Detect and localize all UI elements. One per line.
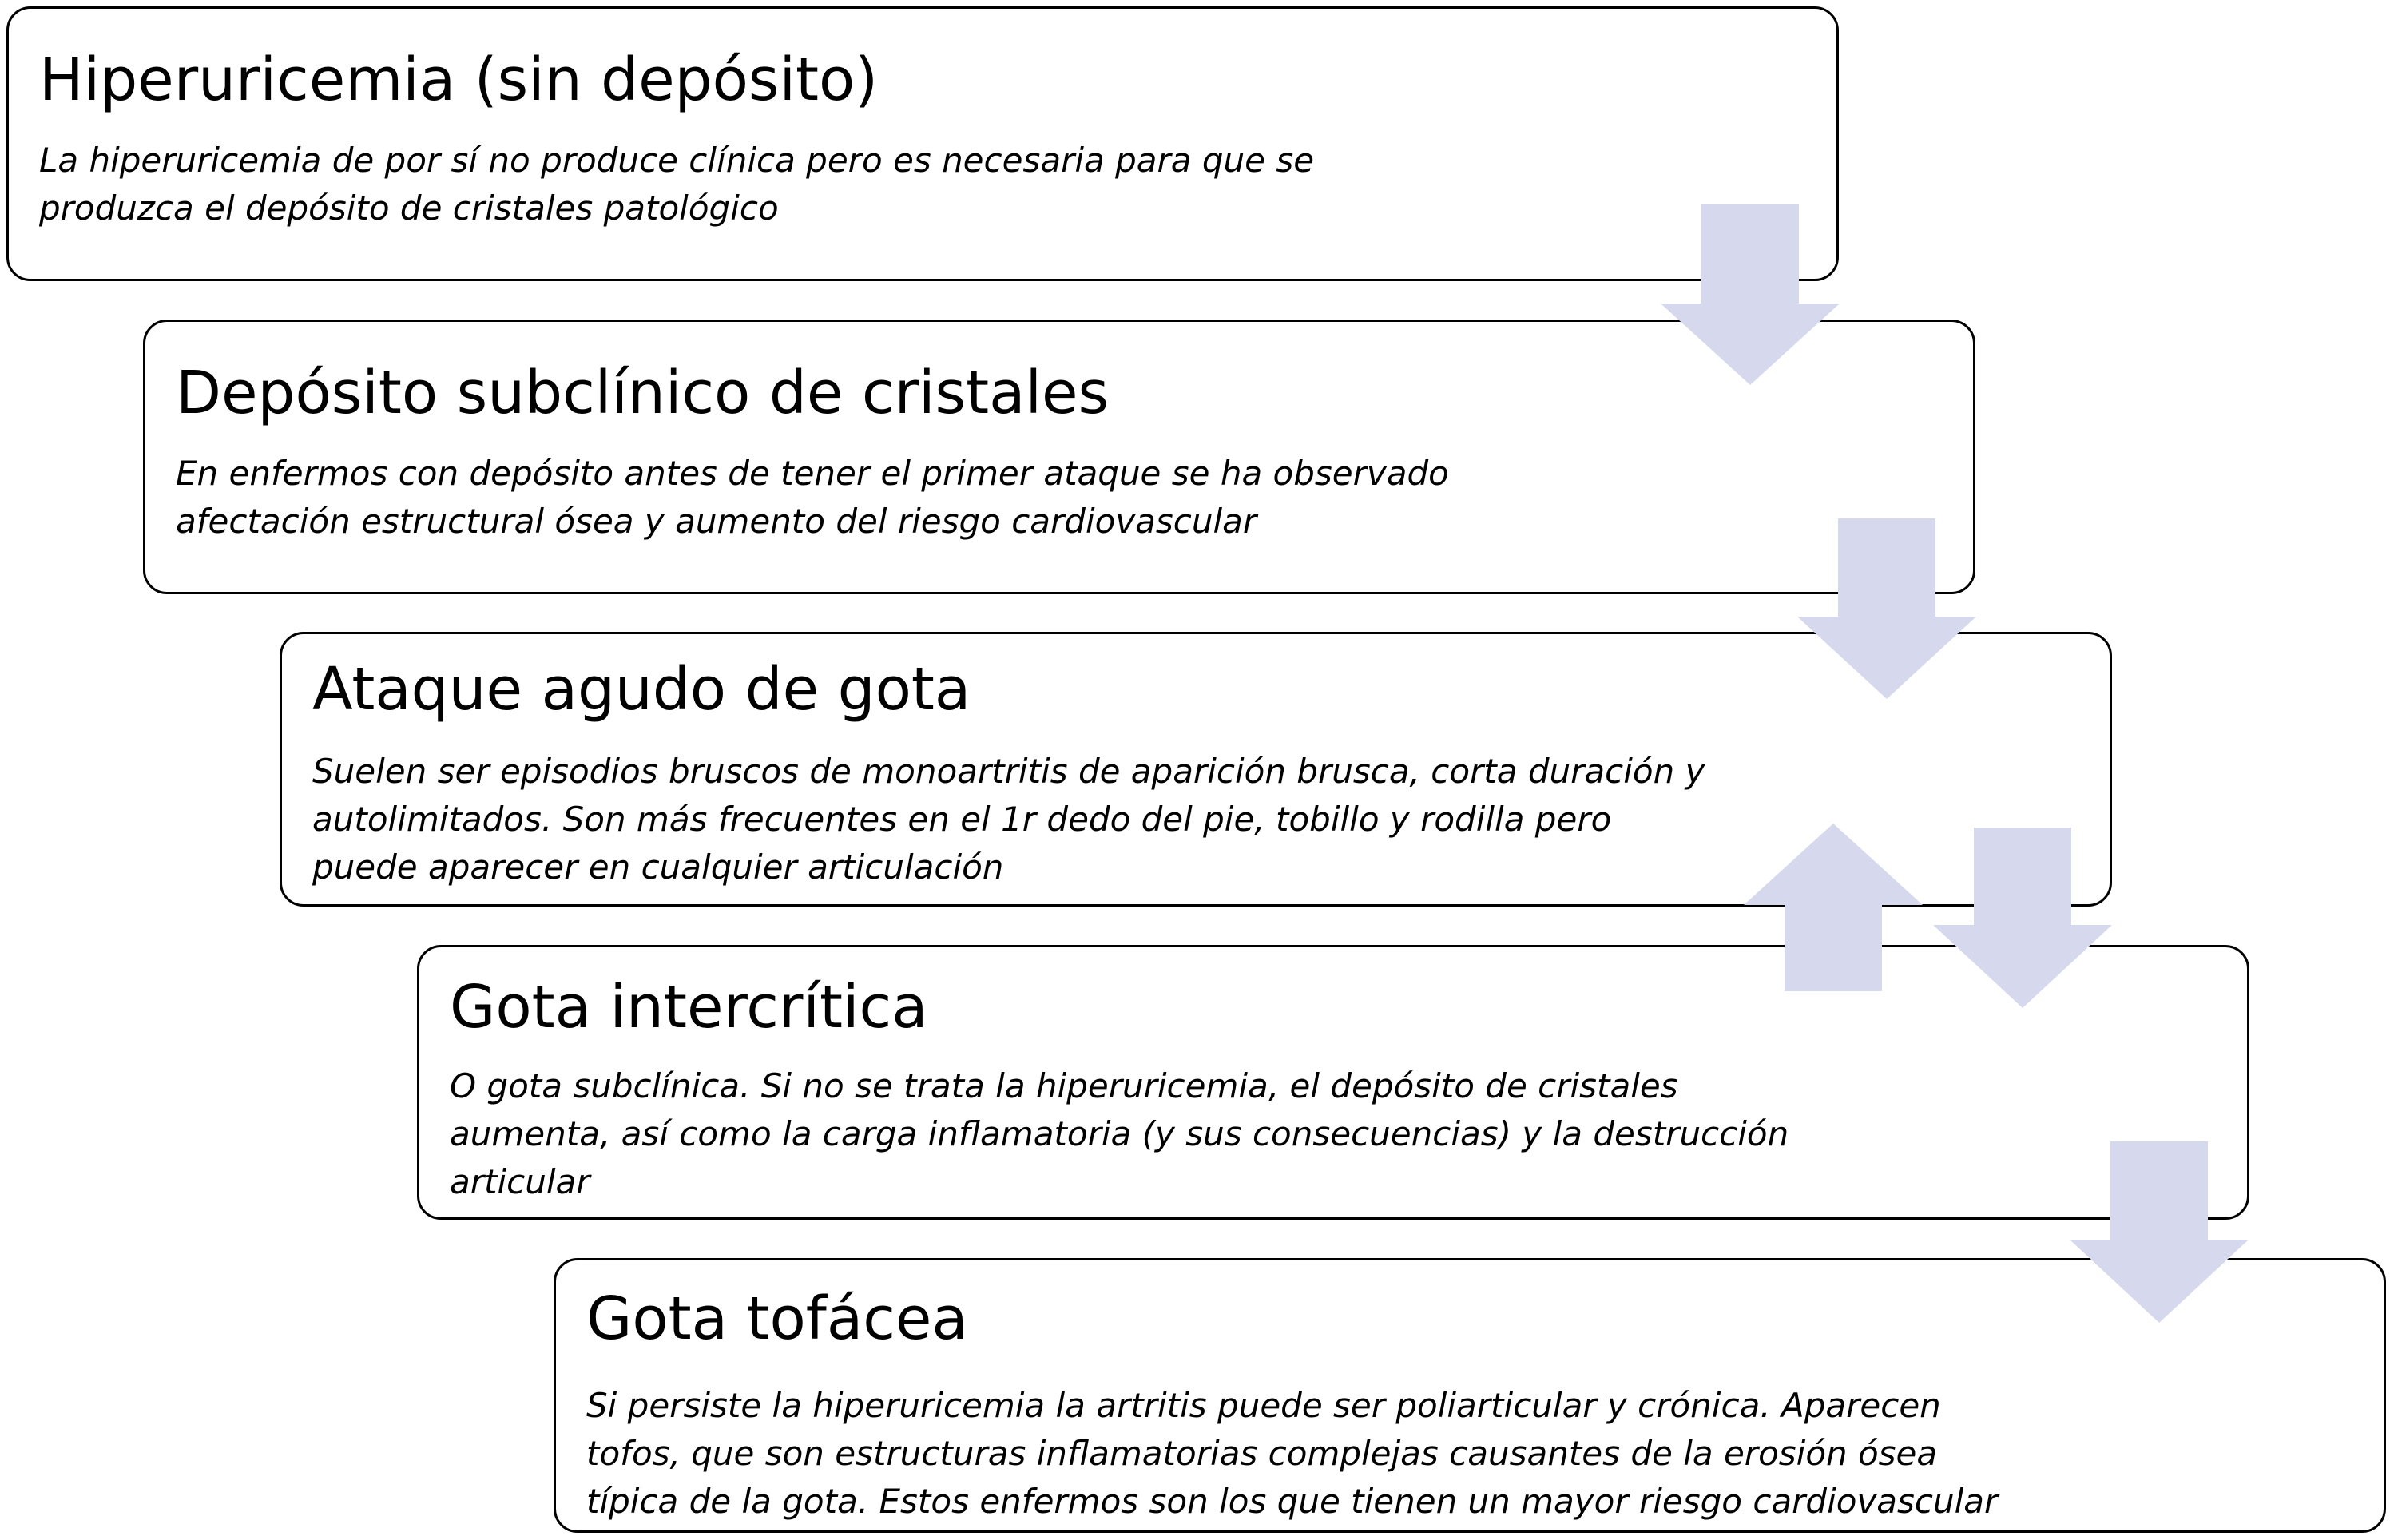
stage-title: Depósito subclínico de cristales xyxy=(176,359,1110,427)
stage-description: Si persiste la hiperuricemia la artritis puede ser poliarticular y crónica. Aparecen tofos, que son estructuras inflamatorias complejas causantes de la erosión ósea típica de la gota. Estos enfermos son los que tienen un mayor riesgo cardiovascular xyxy=(586,1386,1999,1521)
stage-box-gota-tofacea xyxy=(554,1258,2386,1533)
stage-title: Gota tofácea xyxy=(586,1284,968,1353)
stage-description: O gota subclínica. Si no se trata la hiperuricemia, el depósito de cristales aumenta, así como la carga inflamatoria (y sus consecuencias) y la destrucción articular xyxy=(450,1066,1789,1201)
stage-description: La hiperuricemia de por sí no produce clínica pero es necesaria para que se produzca el depósito de cristales patológico xyxy=(39,141,1315,228)
stage-title: Ataque agudo de gota xyxy=(312,655,971,724)
stage-box-hiperuricemia xyxy=(6,6,1839,281)
stage-description: Suelen ser episodios bruscos de monoartritis de aparición brusca, corta duración y autolimitados. Son más frecuentes en el 1r dedo del pie, tobillo y rodilla pero puede aparecer en cualquier articulación xyxy=(312,752,1705,887)
stage-box-ataque-agudo xyxy=(280,632,2112,907)
stage-box-gota-intercritica xyxy=(417,945,2249,1220)
stage-box-deposito-subclinico xyxy=(143,320,1975,594)
stage-title: Gota intercrítica xyxy=(450,973,928,1042)
stage-title: Hiperuricemia (sin depósito) xyxy=(39,46,879,114)
stage-description: En enfermos con depósito antes de tener el primer ataque se ha observado afectación estructural ósea y aumento del riesgo cardiovascular xyxy=(176,454,1449,541)
